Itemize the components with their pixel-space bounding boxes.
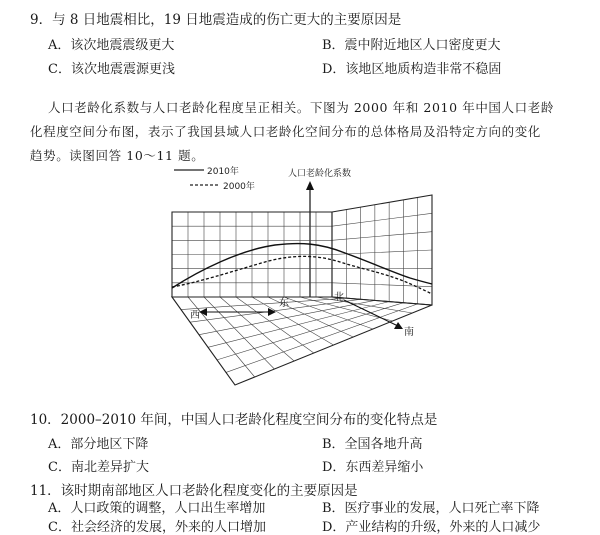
axis-title: 人口老龄化系数: [288, 169, 352, 179]
dir-west-label: 西: [190, 310, 200, 321]
side-wall-grid-line: [332, 232, 432, 241]
side-wall-grid-line: [332, 283, 432, 287]
q11-option-a: A．人口政策的调整，人口出生率增加: [48, 501, 266, 516]
grid-layer: [172, 197, 432, 377]
north-south-arrow-line: [344, 300, 398, 326]
dir-east-label: 东: [279, 298, 289, 309]
q9-option-c: C．该次地震震源更浅: [48, 62, 175, 77]
curve-2010: [172, 244, 432, 288]
floor-grid-line: [226, 304, 418, 373]
q10-option-d: D．东西差异缩小: [322, 460, 424, 475]
q11-stem: 11．该时期南部地区人口老龄化程度变化的主要原因是: [30, 483, 358, 499]
q9-option-a: A．该次地震震级更大: [48, 38, 175, 53]
legend-2000-label: 2000年: [223, 182, 255, 192]
east-arrow-icon: [268, 308, 276, 316]
intro-line-2: 化程度空间分布图，表示了我国县域人口老龄化空间分布的总体格局及沿特定方向的变化: [30, 124, 541, 139]
q10-option-b: B．全国各地升高: [322, 437, 423, 452]
q10-stem: 10．2000–2010 年间，中国人口老龄化程度空间分布的变化特点是: [30, 412, 438, 428]
q10-option-c: C．南北差异扩大: [48, 460, 149, 475]
side-wall-grid-line: [332, 213, 432, 226]
side-wall-outline: [332, 195, 432, 305]
curve-2000: [172, 256, 432, 294]
q11-option-d: D．产业结构的升级，外来的人口减少: [322, 520, 541, 535]
q11-option-c: C．社会经济的发展，外来的人口增加: [48, 520, 266, 535]
q11-option-b: B．医疗事业的发展，人口死亡率下降: [322, 501, 540, 516]
q10-option-a: A．部分地区下降: [48, 437, 149, 452]
dir-south-label: 南: [404, 327, 414, 338]
legend-2010-label: 2010年: [207, 167, 239, 177]
vertical-axis-arrow-icon: [306, 181, 314, 190]
floor-outline: [172, 297, 432, 385]
floor-grid-line: [181, 298, 346, 309]
intro-line-1: 人口老龄化系数与人口老龄化程度呈正相关。下图为 2000 年和 2010 年中国人口老龄: [48, 100, 554, 115]
q9-option-b: B．震中附近地区人口密度更大: [322, 38, 501, 53]
intro-line-3: 趋势。读图回答 10～11 题。: [30, 148, 205, 163]
q9-stem: 9．与 8 日地震相比，19 日地震造成的伤亡更大的主要原因是: [30, 12, 402, 28]
dir-north-label: 北: [334, 292, 344, 303]
q9-option-d: D．该地区地质构造非常不稳固: [322, 62, 502, 77]
south-arrow-icon: [394, 322, 403, 329]
floor-grid-line: [217, 303, 403, 360]
